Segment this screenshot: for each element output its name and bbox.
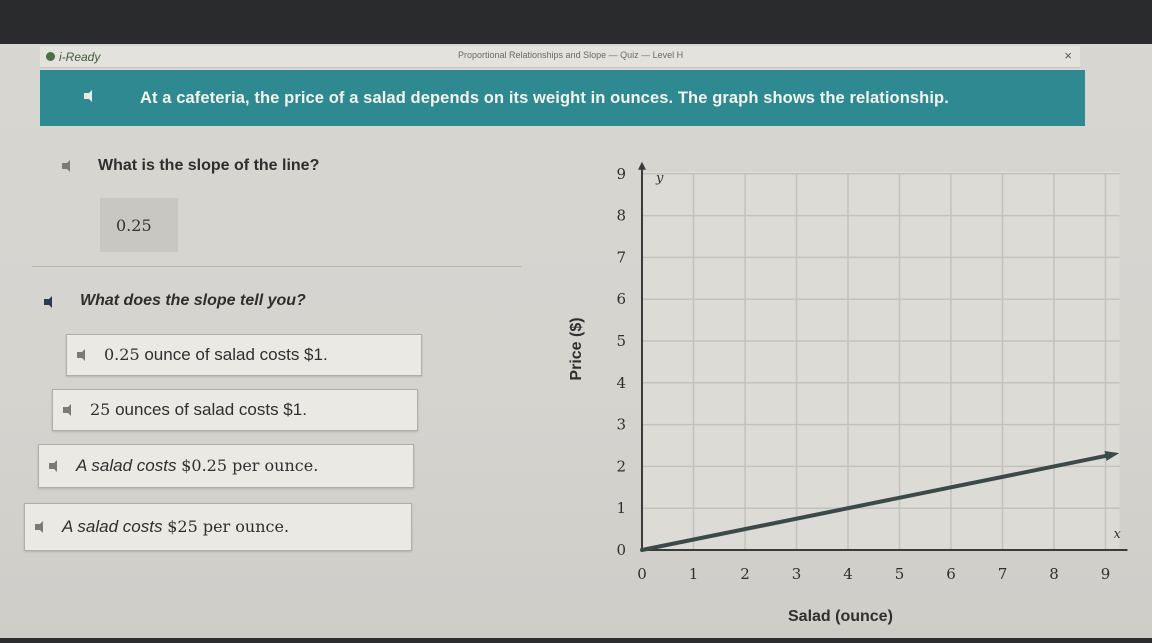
speaker-icon[interactable]: [62, 160, 77, 172]
choice-0-text: [104, 345, 328, 365]
x-tick-label: 0: [637, 565, 647, 583]
choice-2-rest: $0.25 per ounce.: [181, 456, 319, 475]
x-axis-title: Salad (ounce): [788, 608, 893, 625]
y-tick-label: 1: [616, 499, 626, 518]
graph: [560, 150, 1120, 638]
y-variable-label: y: [656, 170, 664, 186]
x-variable-label: x: [1113, 527, 1121, 542]
choice-2[interactable]: [38, 444, 414, 488]
speaker-icon[interactable]: [63, 404, 78, 416]
brand-name: i-Ready: [59, 49, 101, 64]
brand-logo-icon: [46, 52, 55, 61]
speaker-icon[interactable]: [35, 521, 50, 533]
x-tick-label: 8: [1049, 565, 1059, 583]
window-titlebar: [40, 46, 1080, 68]
y-tick-label: 7: [616, 248, 626, 267]
speaker-icon[interactable]: [49, 460, 64, 472]
chart-svg: [560, 150, 1120, 638]
choice-2-lead: A salad costs: [76, 456, 182, 475]
monitor-bezel: [0, 0, 1152, 44]
x-tick-label: 4: [843, 565, 853, 583]
plot-area: [642, 172, 1120, 550]
divider: [32, 266, 522, 267]
choice-1-lead: 25: [90, 400, 111, 419]
y-axis-title: Price ($): [568, 317, 585, 381]
choice-0-lead: 0.25: [104, 345, 140, 364]
x-tick-label: 5: [894, 565, 905, 583]
choice-3[interactable]: [24, 503, 412, 551]
choice-3-text: [62, 517, 289, 537]
question-banner: [40, 70, 1085, 126]
speaker-icon[interactable]: [44, 296, 59, 308]
choice-3-rest: $25 per ounce.: [167, 517, 290, 536]
y-tick-label: 9: [616, 164, 626, 183]
y-tick-label: 0: [616, 541, 626, 559]
y-tick-label: 4: [616, 373, 626, 392]
speaker-icon[interactable]: [84, 90, 99, 102]
x-tick-label: 1: [688, 565, 699, 583]
choice-0-rest: ounce of salad costs $1.: [139, 345, 328, 364]
x-tick-label: 2: [740, 565, 750, 583]
y-tick-label: 2: [616, 457, 626, 476]
y-tick-label: 8: [616, 206, 626, 225]
y-axis-arrow: [638, 162, 646, 170]
choice-1-rest: ounces of salad costs $1.: [110, 400, 307, 419]
speaker-icon[interactable]: [77, 349, 92, 361]
close-icon[interactable]: ×: [1064, 48, 1072, 63]
window-title: Proportional Relationships and Slope — Quiz — Level H: [458, 50, 684, 60]
choice-2-text: [76, 456, 318, 476]
choice-1-text: [90, 400, 307, 420]
choice-1[interactable]: [52, 389, 418, 431]
app-brand: [40, 50, 100, 64]
question1-prompt: What is the slope of the line?: [98, 157, 320, 174]
y-tick-label: 5: [616, 332, 626, 350]
choice-3-lead: A salad costs: [62, 517, 168, 536]
question2-prompt: What does the slope tell you?: [80, 292, 306, 309]
x-tick-label: 6: [946, 565, 956, 583]
choice-0[interactable]: [66, 334, 422, 376]
x-tick-label: 7: [997, 565, 1008, 583]
y-tick-label: 6: [616, 290, 626, 309]
banner-text: At a cafeteria, the price of a salad depends on its weight in ounces. The graph shows the relationship.: [140, 88, 949, 107]
answer-value: 0.25: [116, 216, 152, 235]
y-tick-label: 3: [616, 415, 626, 434]
x-tick-label: 3: [791, 565, 802, 583]
x-tick-label: 9: [1100, 565, 1111, 583]
